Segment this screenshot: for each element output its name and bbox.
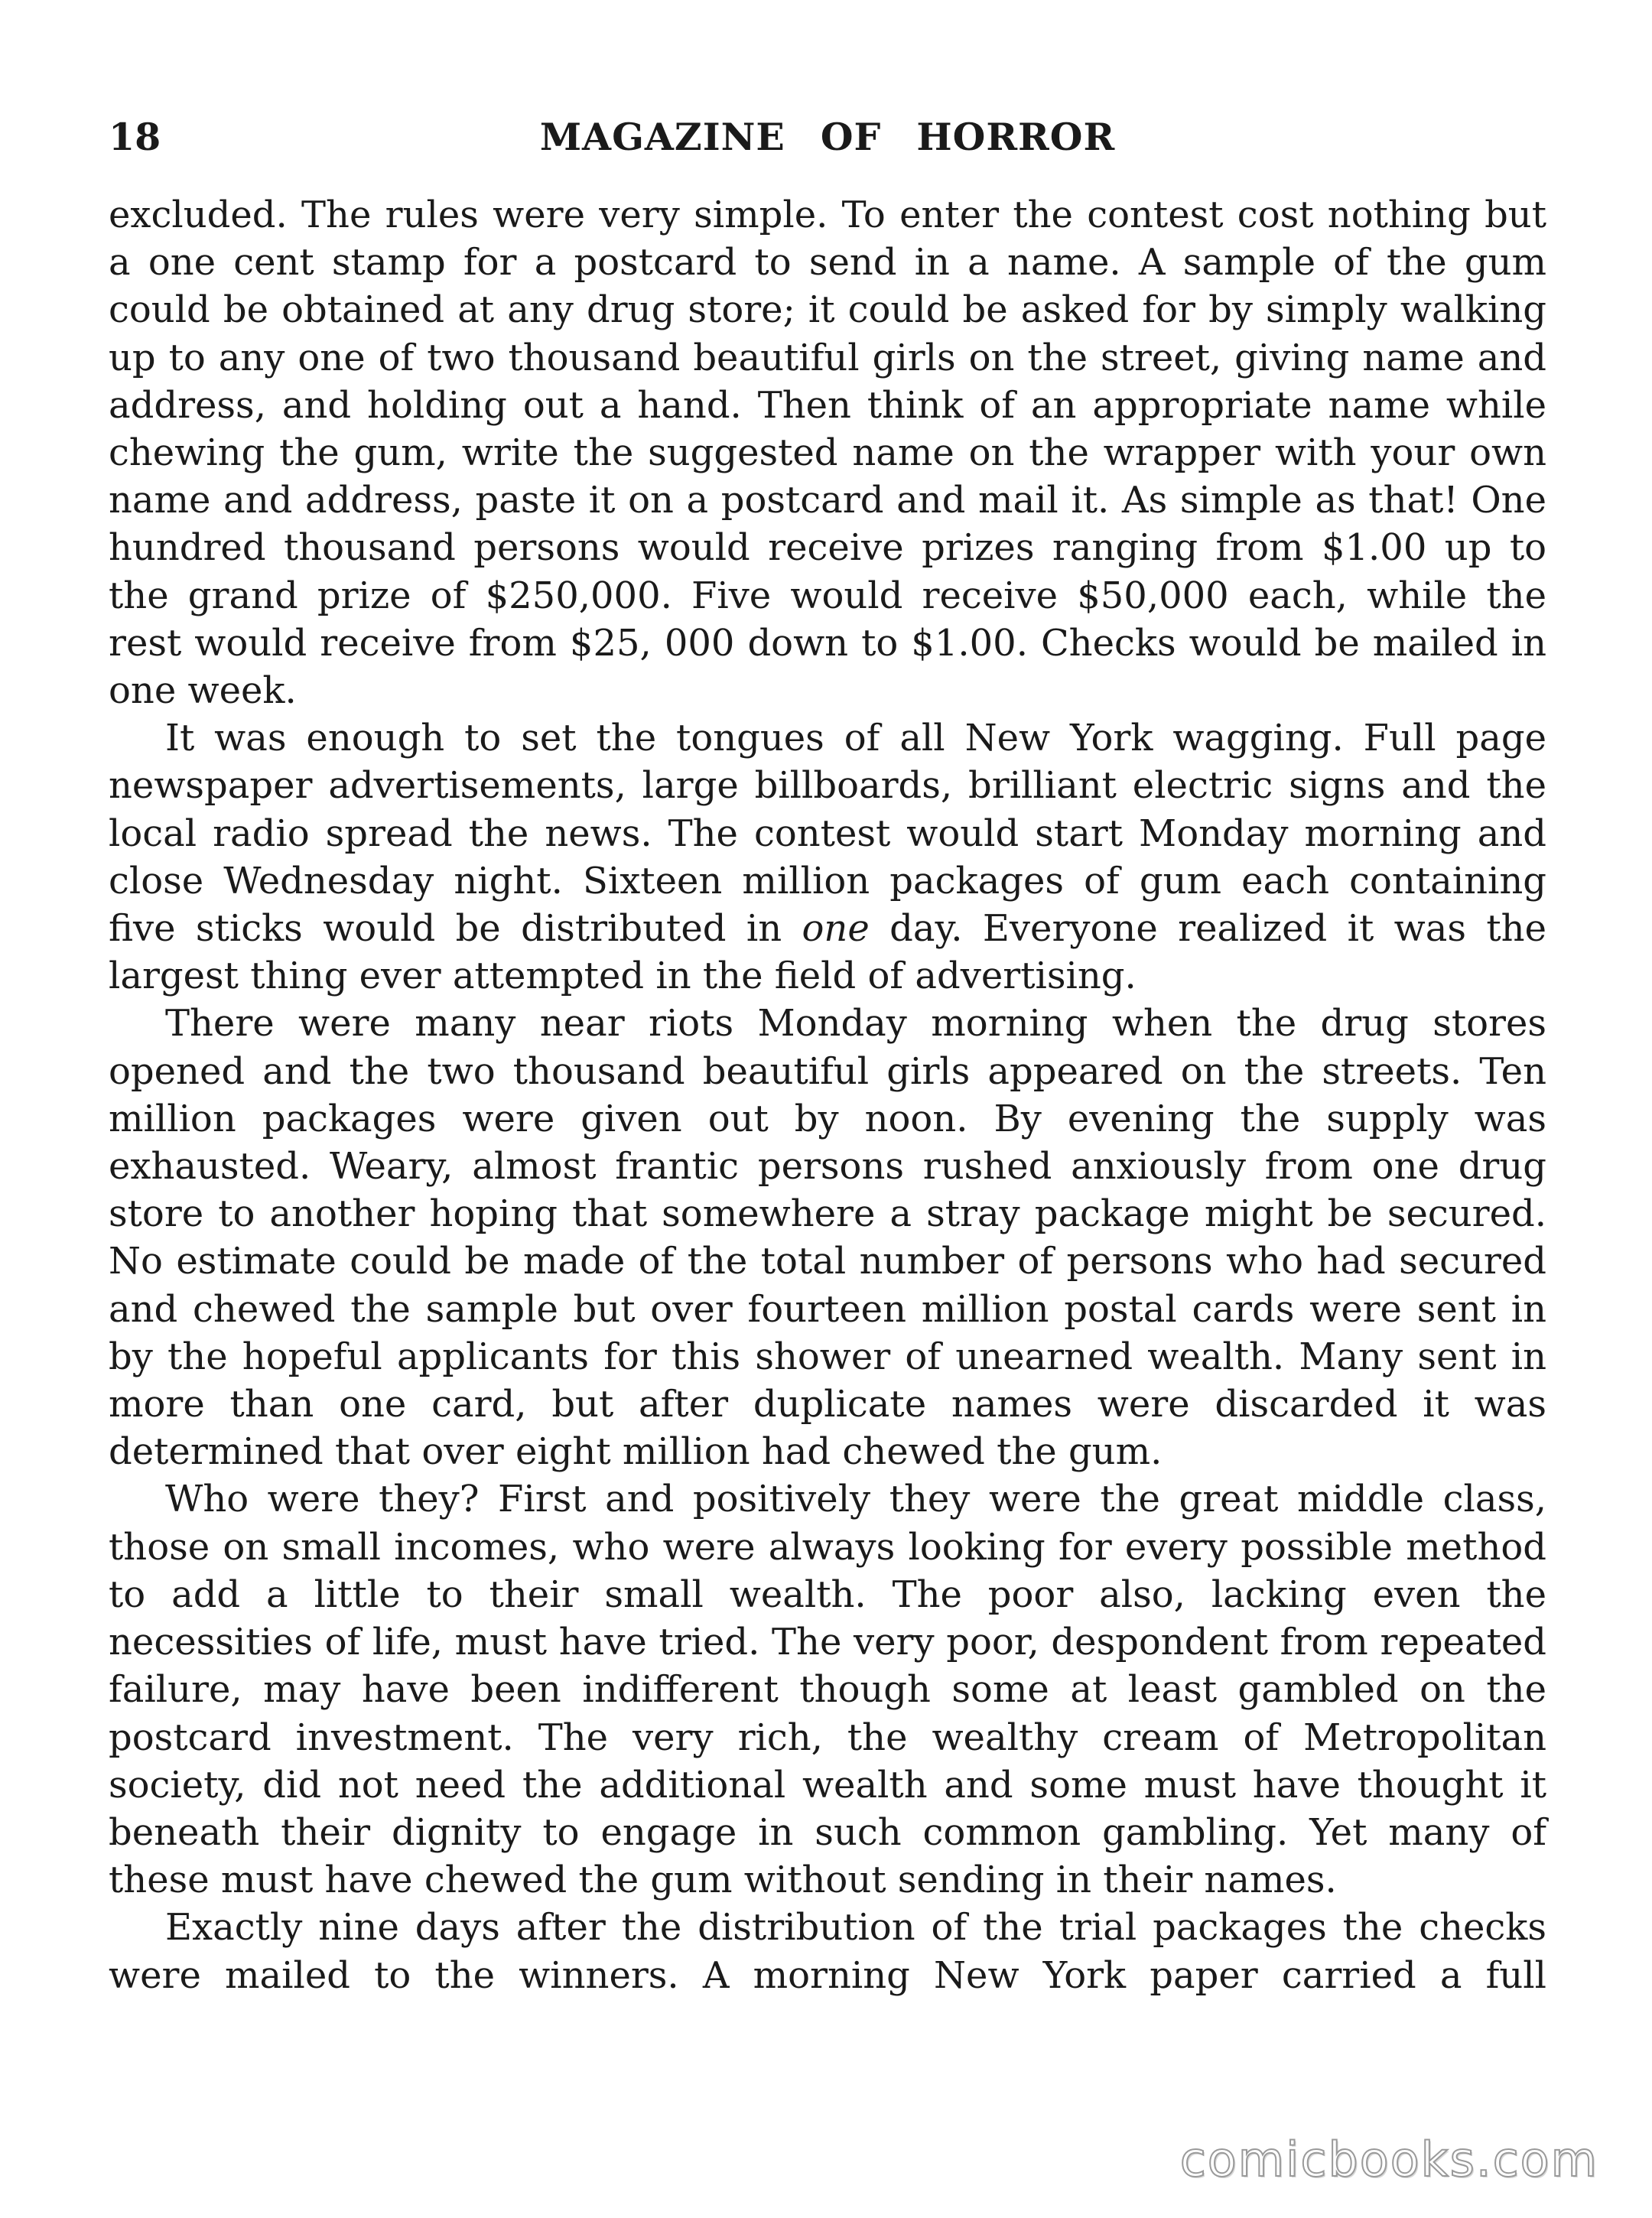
running-title: MAGAZINE OF HORROR [539,115,1116,159]
paragraph-text: It was enough to set the tongues of all New York wagging. Full page newspaper advertisements, large billboards, brilliant electric signs and the local radio spread the news. The contest would start Monday morning and close Wednesday night. Sixteen million packages of gum each containing five sticks would be distributed in [109,717,1546,951]
emphasis-one: one [802,907,870,951]
page-header [109,115,1546,168]
paragraph-checks-mailed: Exactly nine days after the distribution of the trial packages the checks were mailed to the winners. A morning New York paper carried a full [109,1906,1546,1997]
paragraph-who-were-they: Who were they? First and positively they were the great middle class, those on small incomes, who were always looking for every possible method to add a little to their small wealth. The poor also, lacking even the necessities of life, must have tried. The very poor, despondent from repeated failure, may have been indifferent though some at least gambled on the postcard investment. The very rich, the wealthy cream of Metropolitan society, did not need the additional wealth and some must have thought it beneath their dignity to engage in such common gambling. Yet many of these must have chewed the gum without sending in their names. [109,1478,1546,1902]
paragraph-text: day. Everyone realized it was the largest thing ever attempted in the field of advertising. [109,907,1546,998]
watermark-logo: comicbooks.com [1179,2132,1598,2187]
paragraph-near-riots: There were many near riots Monday morning when the drug stores opened and the two thousand beautiful girls appeared on the streets. Ten million packages were given out by noon. By evening the supply was exhausted. Weary, almost frantic persons rushed anxiously from one drug store to another hoping that somewhere a stray package might be secured. No estimate could be made of the total number of persons who had secured and chewed the sample but over fourteen million postal cards were sent in by the hopeful applicants for this shower of unearned wealth. Many sent in more than one card, but after duplicate names were discarded it was determined that over eight million had chewed the gum. [109,1002,1546,1474]
paragraph-contest-news [109,714,1546,1000]
body-text [109,191,1546,1999]
page-number: 18 [109,115,161,159]
paragraph-continued: excluded. The rules were very simple. To enter the contest cost nothing but a one cent stamp for a postcard to send in a name. A sample of the gum could be obtained at any drug store; it could be asked for by simply walking up to any one of two thousand beautiful girls on the street, giving name and address, and holding out a hand. Then think of an appropriate name while chewing the gum, write the suggested name on the wrapper with your own name and address, paste it on a postcard and mail it. As simple as that! One hundred thousand persons would receive prizes ranging from $1.00 up to the grand prize of $250,000. Five would receive $50,000 each, while the rest would receive from $25, 000 down to $1.00. Checks would be mailed in one week. [109,194,1546,713]
